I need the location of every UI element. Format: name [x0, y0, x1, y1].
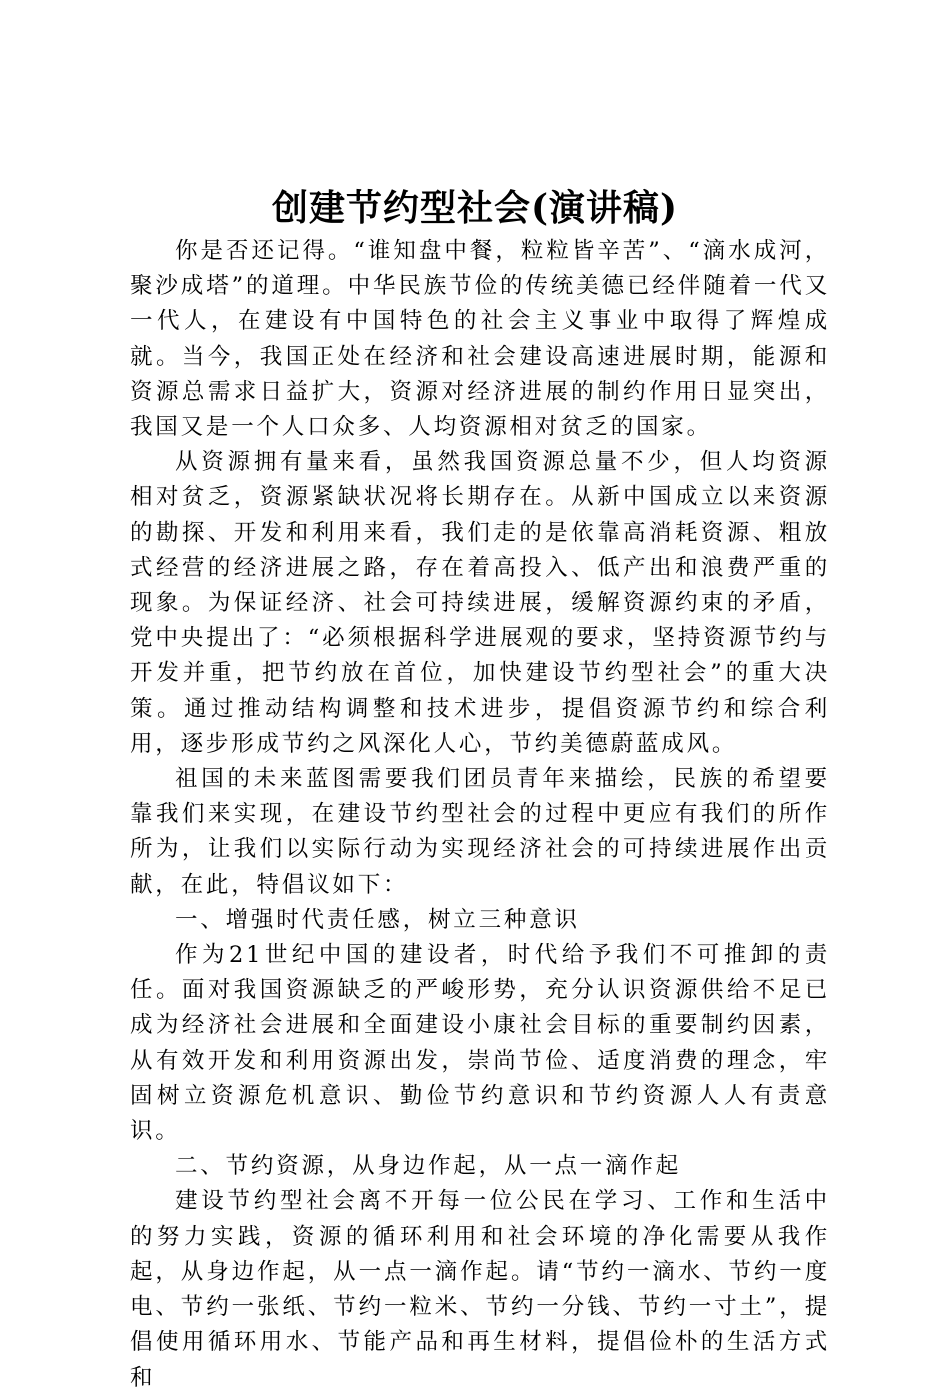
- document-body: [130, 234, 830, 1396]
- paragraph-saving: 建设节约型社会离不开每一位公民在学习、工作和生活中的努力实践，资源的循环利用和社会环境的净化需要从我作起，从身边作起，从一点一滴作起。请“节约一滴水、节约一度电、节约一张纸、节约一粒米、节约一分钱、节约一寸土”，提倡使用循环用水、节能产品和再生材料，提倡俭朴的生活方式和: [130, 1188, 830, 1391]
- paragraph-responsibility: 作为21世纪中国的建设者，时代给予我们不可推卸的责任。面对我国资源缺乏的严峻形势，充分认识资源供给不足已成为经济社会进展和全面建设小康社会目标的重要制约因素，从有效开发和利用资源出发，崇尚节俭、适度消费的理念，牢固树立资源危机意识、勤俭节约意识和节约资源人人有责意识。: [130, 942, 830, 1145]
- paragraph-proposal: 祖国的未来蓝图需要我们团员青年来描绘，民族的希望要靠我们来实现，在建设节约型社会的过程中更应有我们的所作所为，让我们以实际行动为实现经济社会的可持续进展作出贡献，在此，特倡议如下：: [130, 766, 830, 898]
- page-title: 创建节约型社会(演讲稿): [271, 187, 679, 229]
- paragraph-intro: 你是否还记得。“谁知盘中餐，粒粒皆辛苦”、“滴水成河，聚沙成塔”的道理。中华民族节俭的传统美德已经伴随着一代又一代人，在建设有中国特色的社会主义事业中取得了辉煌成就。当今，我国正处在经济和社会建设高速进展时期，能源和资源总需求日益扩大，资源对经济进展的制约作用日显突出，我国又是一个人口众多、人均资源相对贫乏的国家。: [130, 238, 830, 441]
- section-heading-1: 一、增强时代责任感，树立三种意识: [175, 906, 580, 933]
- paragraph-resources: 从资源拥有量来看，虽然我国资源总量不少，但人均资源相对贫乏，资源紧缺状况将长期存在。从新中国成立以来资源的勘探、开发和利用来看，我们走的是依靠高消耗资源、粗放式经营的经济进展之路，存在着高投入、低产出和浪费严重的现象。为保证经济、社会可持续进展，缓解资源约束的矛盾，党中央提出了：“必须根据科学进展观的要求，坚持资源节约与开发并重，把节约放在首位，加快建设节约型社会”的重大决策。通过推动结构调整和技术进步，提倡资源节约和综合利用，逐步形成节约之风深化人心，节约美德蔚蓝成风。: [130, 449, 830, 757]
- section-heading-2: 二、节约资源，从身边作起，从一点一滴作起: [175, 1153, 682, 1180]
